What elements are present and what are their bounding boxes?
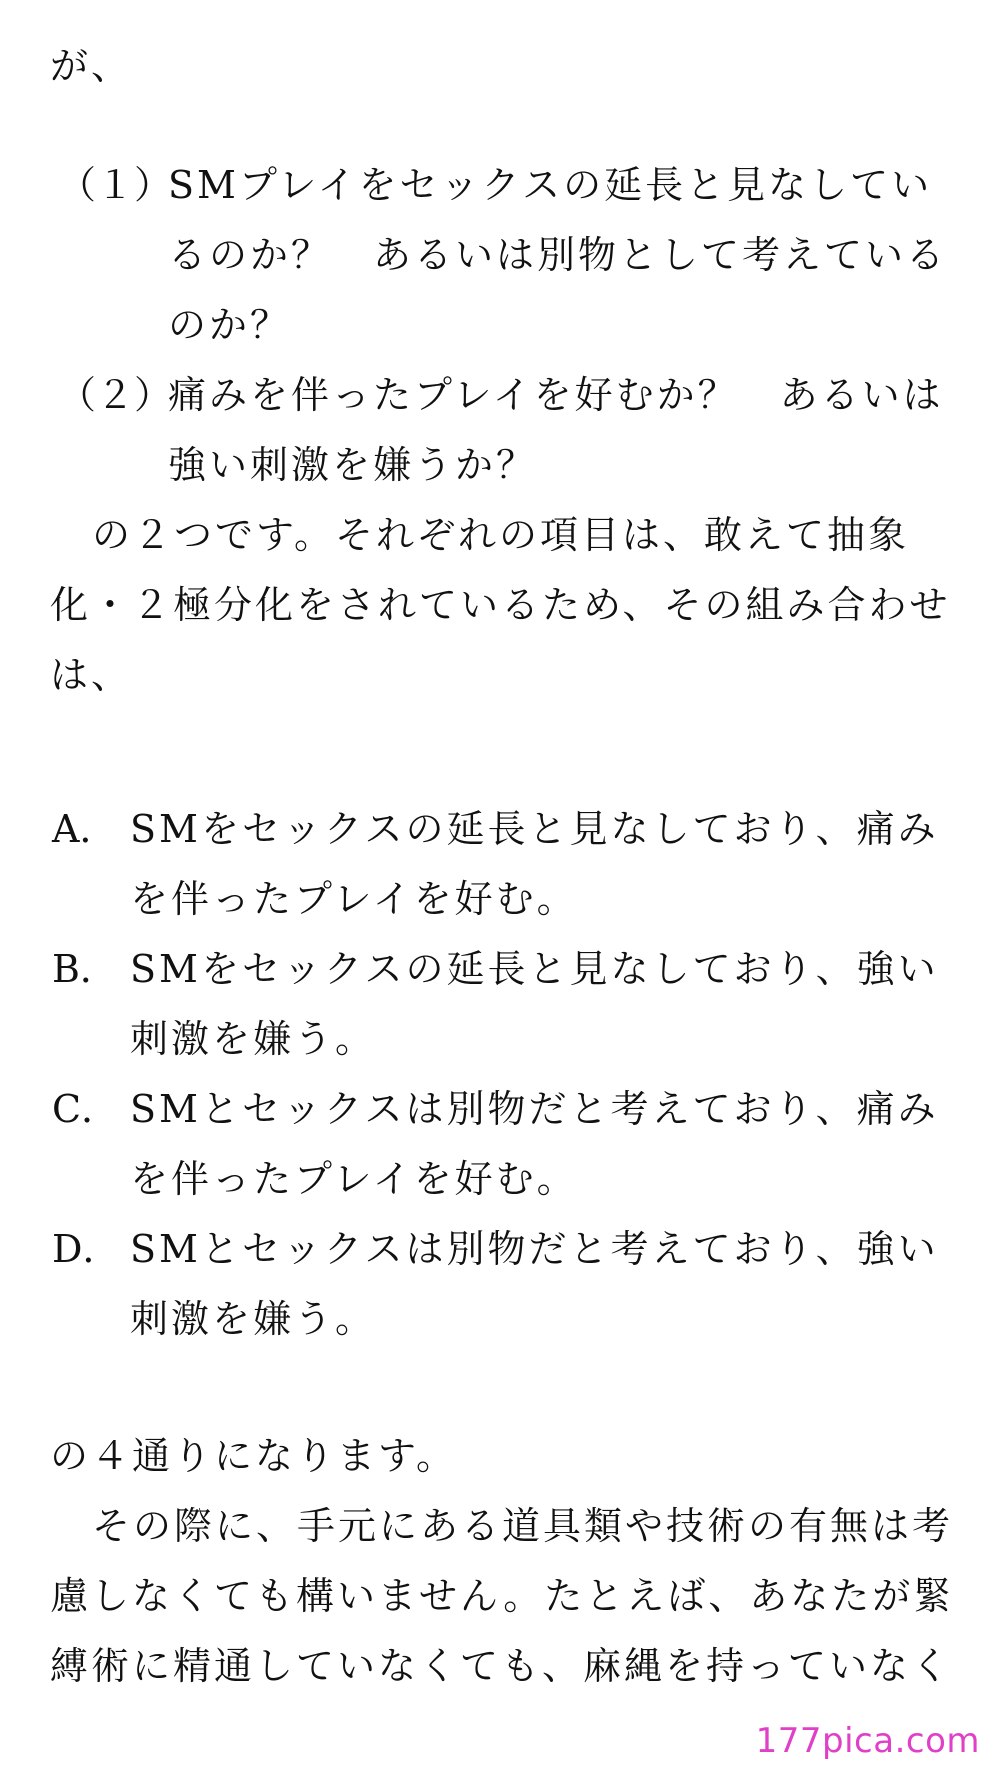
item-text-line: 刺激を嫌う。 [130, 1297, 377, 1341]
item-text-line: SMプレイをセックスの延長と見なしてい [168, 163, 933, 207]
paragraph-line: その際に、手元にある道具類や技術の有無は考 [92, 1504, 954, 1548]
paragraph-line: 化・２極分化をされているため、その組み合わせ [50, 583, 951, 627]
item-marker: A． [52, 807, 118, 851]
item-marker: （１） [58, 163, 173, 207]
paragraph-line: 慮しなくても構いません。たとえば、あなたが緊 [50, 1574, 955, 1618]
item-marker: D． [52, 1227, 121, 1271]
item-text-line: るのか？ あるいは別物として考えている [168, 233, 948, 277]
item-text-line: 痛みを伴ったプレイを好むか？ あるいは [168, 373, 944, 417]
paragraph-line: は、 [50, 653, 133, 697]
paragraph-line: 縛術に精通していなくても、麻縄を持っていなく [50, 1644, 953, 1688]
item-text-line: SMとセックスは別物だと考えており、強い [130, 1227, 939, 1271]
item-text-line: 強い刺激を嫌うか？ [168, 443, 538, 487]
item-text-line: を伴ったプレイを好む。 [130, 877, 578, 921]
paragraph-line: の２つです。それぞれの項目は、敢えて抽象 [92, 513, 909, 557]
opening-line: が、 [50, 44, 133, 88]
item-text-line: 刺激を嫌う。 [130, 1017, 377, 1061]
item-text-line: を伴ったプレイを好む。 [130, 1157, 578, 1201]
item-marker: C． [52, 1087, 120, 1131]
site-watermark: 177pica.com [755, 1721, 980, 1761]
paragraph-line: の４通りになります。 [50, 1434, 457, 1478]
item-text-line: SMとセックスは別物だと考えており、痛み [130, 1087, 939, 1131]
item-text-line: SMをセックスの延長と見なしており、強い [130, 947, 939, 991]
item-marker: B． [52, 947, 118, 991]
item-marker: （２） [58, 373, 173, 417]
item-text-line: のか？ [168, 303, 292, 347]
item-text-line: SMをセックスの延長と見なしており、痛み [130, 807, 939, 851]
